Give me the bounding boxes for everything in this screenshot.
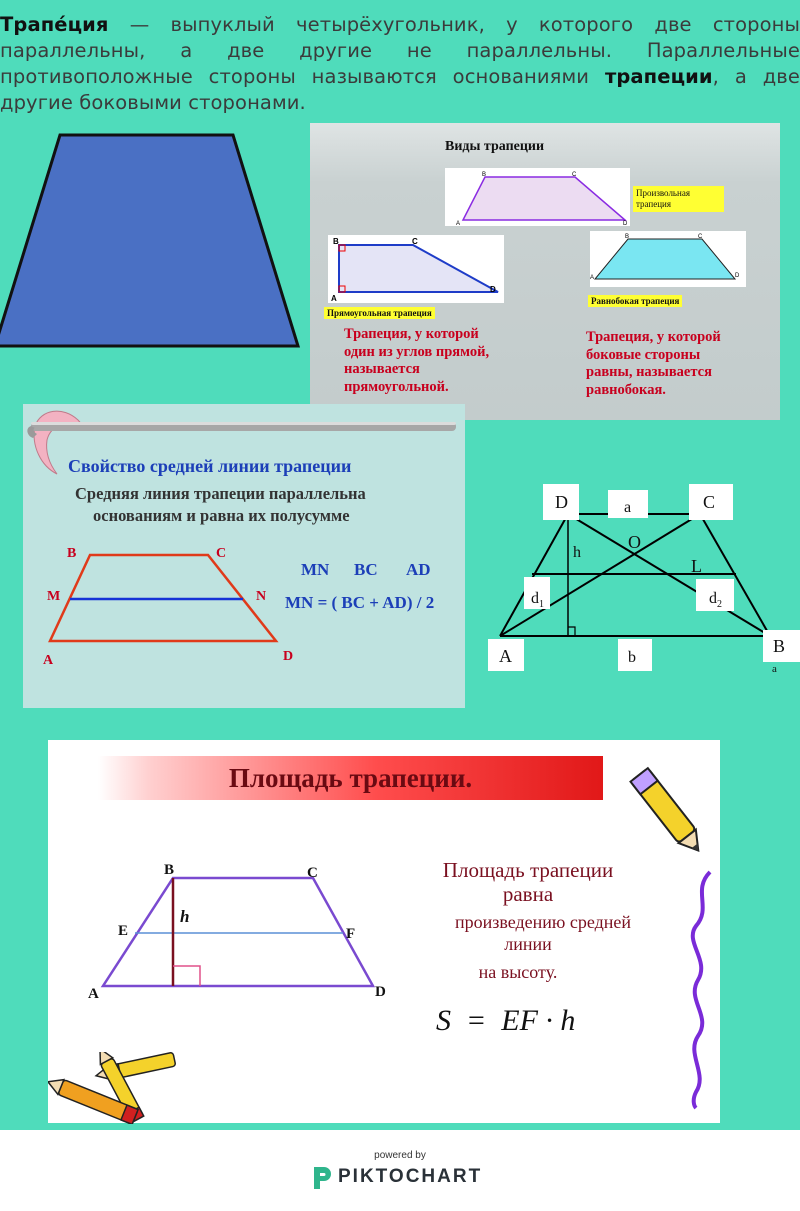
segment-mn: MN bbox=[301, 560, 330, 579]
isosceles-label: Равнобокая трапеция bbox=[588, 295, 682, 307]
term-trapezoid: Трапе́ция bbox=[0, 13, 109, 36]
isosceles-description: Трапеция, у которой боковые стороны равны, называется равнобокая. bbox=[586, 329, 721, 398]
wavy-decoration bbox=[682, 870, 722, 1110]
diag-label-d1: $d_1$ bbox=[531, 590, 544, 610]
diag-label-big-b: B bbox=[773, 636, 786, 656]
area-title: Площадь трапеции. bbox=[98, 756, 603, 800]
mid-vertex-a: A bbox=[43, 653, 54, 668]
diag-label-d: D bbox=[555, 492, 568, 512]
diag-label-big-a: A bbox=[499, 646, 512, 666]
area-vertex-e: E bbox=[118, 923, 129, 939]
iso-vertex-c: C bbox=[698, 234, 703, 240]
piktochart-logo-icon bbox=[310, 1165, 332, 1191]
right-description: Трапеция, у которой один из углов прямой, называется прямоугольной. bbox=[344, 326, 490, 395]
segment-ad: AD bbox=[406, 560, 431, 579]
diag-label-b: b bbox=[628, 649, 636, 666]
area-desc-5: на высоту. bbox=[478, 962, 558, 982]
intro-text-2: , а две другие боковыми сторонами. bbox=[0, 65, 800, 114]
midline-trapezoid-figure bbox=[23, 534, 303, 674]
area-vertex-c: C bbox=[307, 865, 318, 881]
right-vertex-b: B bbox=[333, 237, 339, 246]
iso-vertex-b: B bbox=[625, 234, 630, 240]
diag-label-a: a bbox=[624, 499, 632, 516]
isosceles-trapezoid-figure bbox=[590, 231, 746, 287]
iso-vertex-d: D bbox=[735, 273, 740, 279]
mid-vertex-n: N bbox=[256, 589, 267, 604]
area-vertex-b: B bbox=[164, 862, 175, 878]
arb-vertex-a: A bbox=[456, 221, 461, 226]
arbitrary-trapezoid-figure bbox=[445, 168, 630, 226]
types-title: Виды трапеции bbox=[445, 139, 545, 154]
right-trapezoid-figure bbox=[328, 235, 504, 303]
arb-vertex-c: C bbox=[572, 172, 577, 178]
midline-panel bbox=[23, 404, 465, 708]
mid-vertex-b: B bbox=[67, 546, 77, 561]
diagonals-diagram bbox=[486, 482, 800, 677]
pencils-bottom-icon bbox=[48, 1052, 188, 1124]
area-trapezoid-figure bbox=[78, 860, 428, 1010]
area-vertex-a: A bbox=[88, 986, 99, 1002]
segment-bc: BC bbox=[354, 560, 378, 579]
intro-paragraph bbox=[0, 12, 800, 116]
mid-vertex-d: D bbox=[283, 649, 294, 664]
intro-text-1: — выпуклый четырёхугольник, у которого две стороны параллельны, а две другие не параллельны. Параллельные противоположные стороны называются основаниями bbox=[0, 13, 800, 88]
iso-vertex-a: A bbox=[590, 275, 595, 281]
arbitrary-trapezoid-box bbox=[445, 168, 630, 226]
pencil-top-icon bbox=[613, 745, 713, 870]
area-panel bbox=[48, 740, 720, 1123]
area-desc-1: Площадь трапеции bbox=[442, 858, 614, 882]
right-label: Прямоугольная трапеция bbox=[324, 307, 435, 319]
area-formula: S = EF · h bbox=[436, 1004, 576, 1037]
right-vertex-a: A bbox=[331, 294, 337, 303]
area-desc-4: линии bbox=[504, 934, 552, 954]
right-vertex-d: D bbox=[490, 285, 496, 294]
area-vertex-d: D bbox=[375, 984, 386, 1000]
arb-vertex-b: B bbox=[482, 172, 487, 178]
mid-vertex-c: C bbox=[216, 546, 227, 561]
diag-label-h: h bbox=[573, 544, 581, 561]
mid-vertex-m: M bbox=[47, 589, 61, 604]
diag-label-c: C bbox=[703, 492, 716, 512]
midline-subtitle-2: основаниям и равна их полусумме bbox=[93, 506, 350, 525]
midline-title: Свойство средней линии трапеции bbox=[68, 456, 352, 476]
piktochart-brand[interactable]: PIKTOCHART bbox=[338, 1166, 483, 1187]
term-trapezoid-2: трапеции bbox=[604, 65, 713, 88]
midline-formula: MN = ( BC + AD) / 2 bbox=[285, 593, 435, 612]
area-desc-3: произведению средней bbox=[454, 912, 632, 932]
diag-label-o: O bbox=[628, 532, 641, 552]
right-vertex-c: C bbox=[412, 237, 418, 246]
blue-trapezoid-image bbox=[0, 130, 310, 355]
trapezoid-types-panel bbox=[310, 123, 780, 420]
footer bbox=[0, 1130, 800, 1211]
arbitrary-label: Произвольная трапеция bbox=[633, 186, 724, 212]
diag-label-small-a: a bbox=[772, 663, 777, 675]
powered-by-text: powered by bbox=[374, 1150, 426, 1161]
diag-label-l: L bbox=[691, 556, 702, 576]
midline-subtitle-1: Средняя линия трапеции параллельна bbox=[75, 484, 366, 503]
arb-vertex-d: D bbox=[623, 221, 628, 226]
area-height-label: h bbox=[180, 907, 190, 926]
right-trapezoid-box bbox=[328, 235, 504, 303]
area-desc-2: равна bbox=[502, 882, 554, 906]
isosceles-trapezoid-box bbox=[590, 231, 746, 287]
area-vertex-f: F bbox=[346, 926, 356, 942]
diag-label-d2: $d_2$ bbox=[709, 590, 722, 610]
